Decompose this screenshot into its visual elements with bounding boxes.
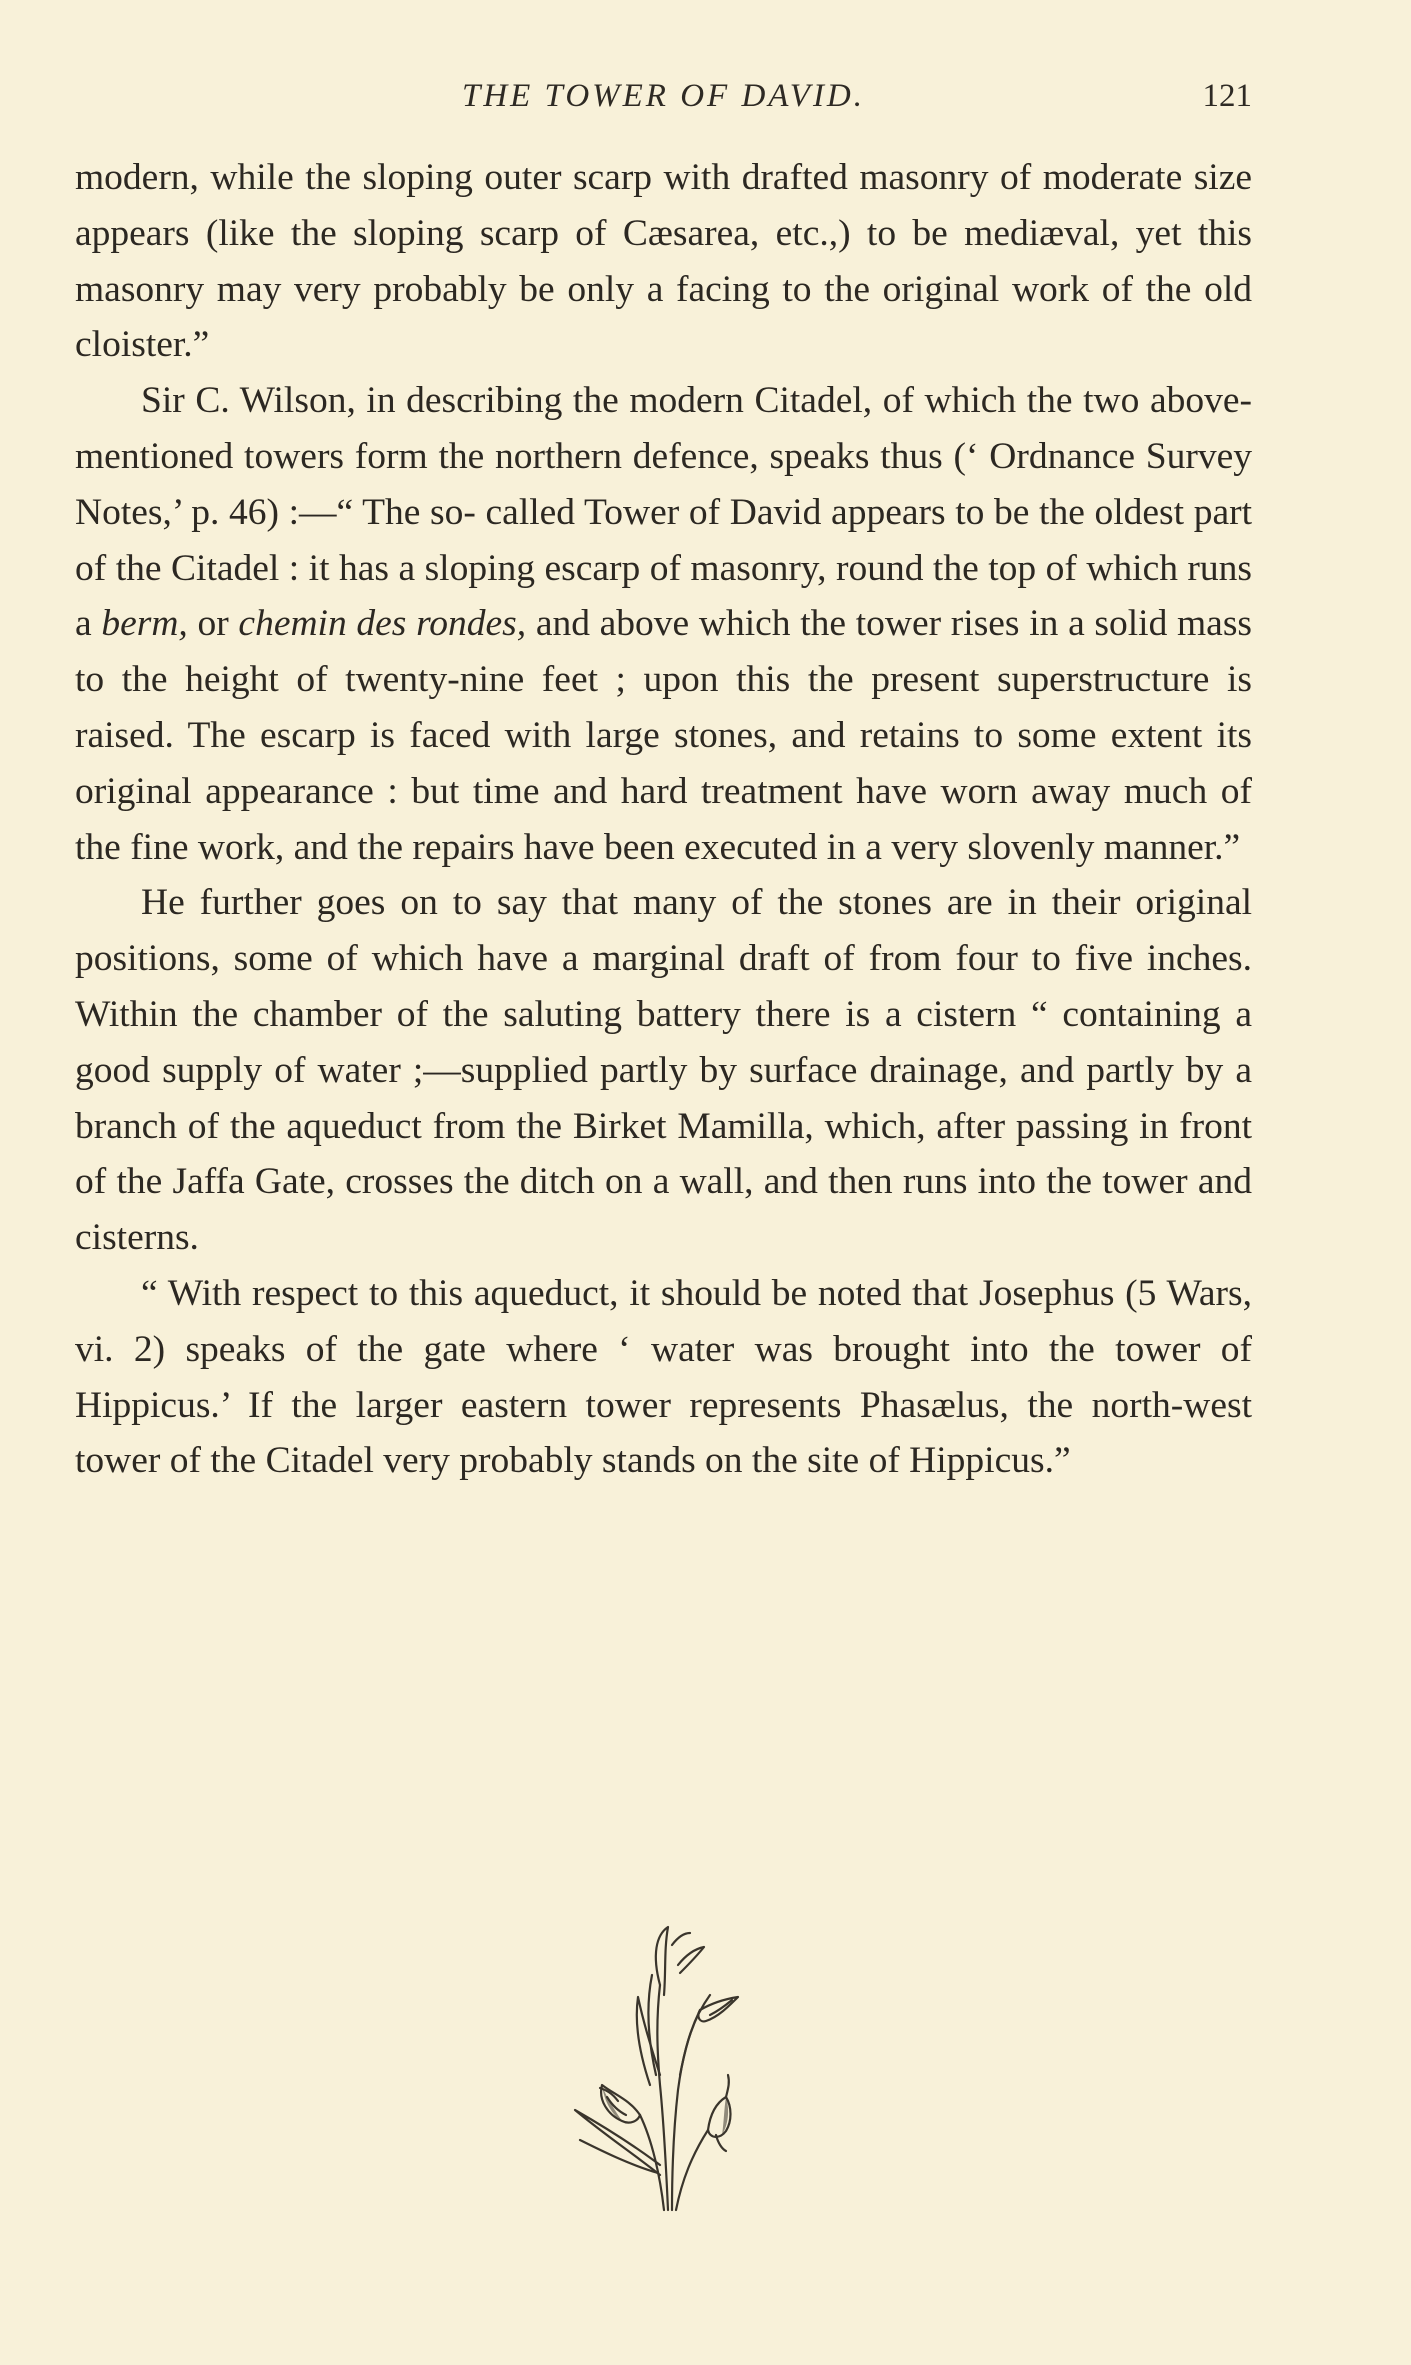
- text-line: a wall, and then runs into the tower and cisterns.: [75, 1161, 1252, 1259]
- page-number: 121: [1202, 78, 1252, 114]
- text-line: of water ;—supplied partly by surface drainage, and partly by: [274, 1049, 1224, 1091]
- paragraph-4: [75, 1266, 1252, 1489]
- text-line: tower rises in a solid mass to the height of twenty-nine feet ;: [75, 603, 1253, 701]
- text-line: a branch of the aqueduct from the Birket Mamilla, which,: [75, 1049, 1253, 1147]
- text-line: much of the fine work, and the repairs have been executed in: [75, 770, 1252, 868]
- running-head: [75, 78, 1252, 122]
- text-line: etc.,) to be mediæval, yet this masonry may very probably be: [75, 212, 1253, 310]
- text-line: upon this the present superstructure is raised. The escarp is: [75, 659, 1253, 756]
- text-line: appearance : but time and hard treatment have worn away: [205, 770, 1111, 812]
- running-title: THE TOWER OF DAVID.: [461, 78, 866, 114]
- text-line: faced with large stones, and retains to some extent its original: [75, 714, 1252, 812]
- paragraph-3: [75, 875, 1252, 1266]
- text-line: of from four to five inches. Within the chamber of the: [75, 938, 1253, 1035]
- text-line: saluting battery there is a cistern “ containing a good supply: [75, 993, 1253, 1091]
- text-line: was brought into the tower of Hippicus.’ If the larger: [75, 1328, 1253, 1426]
- text-line: the Citadel very probably stands on the site of Hippicus.”: [210, 1440, 1071, 1482]
- text-line: and above which the: [535, 603, 847, 645]
- text-line: He further goes on to say that many of the stones are in: [141, 882, 1037, 924]
- text-line: eastern tower represents Phasælus, the north-west tower of: [75, 1384, 1252, 1482]
- text-line: speaks thus (‘ Ordnance Survey Notes,’ p. 46) :—“ The so-: [75, 435, 1252, 533]
- text-line: Citadel : it has a sloping escarp of masonry, round the top: [171, 547, 1037, 589]
- paragraph-1: [75, 150, 1252, 373]
- text-line: only a facing to the original work of the old cloister.”: [75, 268, 1252, 366]
- text-line: of which runs a: [75, 547, 1253, 645]
- text-line: their original positions, some of which have a marginal draft: [75, 882, 1253, 980]
- text-line: “ With respect to this aqueduct, it should be noted that: [141, 1272, 969, 1314]
- body-text: [75, 150, 1252, 1489]
- snowdrop-flower-icon: [560, 1925, 780, 2215]
- italic-term-berm: berm,: [101, 603, 188, 645]
- text-line: Josephus (5 Wars, vi. 2) speaks of the gate where ‘ water: [75, 1272, 1253, 1370]
- text-line: a very slovenly manner.”: [865, 826, 1241, 868]
- text-line: called Tower of David appears to be the oldest part of the: [75, 491, 1253, 589]
- text-line: Sir C. Wilson, in describing the modern Citadel, of which: [141, 380, 1017, 422]
- text-line: or: [197, 603, 229, 645]
- italic-term-chemin-des-rondes: chemin des rondes,: [238, 603, 527, 645]
- text-line: of moderate size appears (like the sloping scarp of Cæsarea,: [75, 157, 1253, 254]
- text-line: modern, while the sloping outer scarp with drafted masonry: [75, 157, 989, 198]
- paragraph-2: [75, 373, 1252, 875]
- text-line: the two above-mentioned towers form the northern defence,: [75, 380, 1252, 477]
- text-line: after passing in front of the Jaffa Gate, crosses the ditch on: [75, 1105, 1253, 1203]
